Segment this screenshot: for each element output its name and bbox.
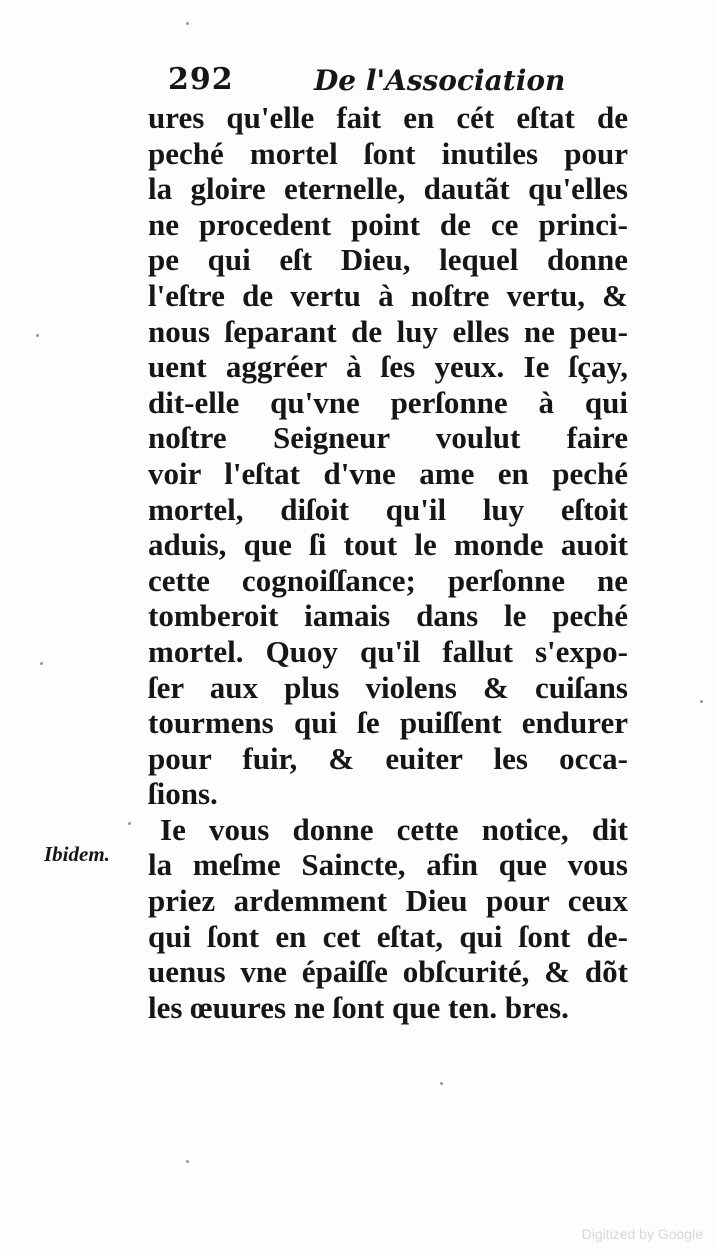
text-line: tomberoit iamais dans le peché: [148, 598, 628, 634]
running-head: [168, 62, 628, 102]
text-line: peché mortel ſont inutiles pour: [148, 135, 628, 171]
margin-note: Ibidem.: [44, 842, 110, 866]
speck: [186, 22, 189, 25]
page-number: 292: [168, 62, 234, 97]
text-line: nous ſeparant de luy elles ne peu-: [148, 313, 628, 349]
text-line: ſions.: [148, 776, 218, 812]
watermark: Digitized by Google: [581, 1226, 703, 1242]
speck: [700, 700, 703, 703]
speck: [40, 662, 43, 665]
text-line: pour fuir, & euiter les occa-: [148, 740, 628, 776]
text-line: mortel. Quoy qu'il fallut s'expo-: [148, 633, 628, 669]
speck: [186, 1160, 189, 1163]
text-line: uent aggréer à ſes yeux. Ie ſçay,: [148, 349, 628, 385]
running-title: De l'Association: [314, 64, 566, 97]
text-line: Ie vous donne cette notice, dit: [160, 811, 628, 847]
text-line: les œuures ne ſont que ten. bres.: [148, 989, 569, 1025]
text-line: ſer aux plus violens & cuiſans: [148, 669, 628, 705]
text-line: l'eſtre de vertu à noſtre vertu, &: [148, 277, 628, 313]
text-line: dit-elle qu'vne perſonne à qui: [148, 384, 628, 420]
text-line: tourmens qui ſe puiſſent endurer: [148, 705, 628, 741]
text-line: noſtre Seigneur voulut faire: [148, 420, 628, 456]
text-line: uenus vne épaiſſe obſcurité, & dõt: [148, 954, 628, 990]
text-line: la meſme Saincte, afin que vous: [148, 847, 628, 883]
text-line: qui ſont en cet eſtat, qui ſont de-: [148, 918, 628, 954]
text-line: ne procedent point de ce princi-: [148, 206, 628, 242]
speck: [128, 822, 131, 825]
text-line: aduis, que ſi tout le monde auoit: [148, 527, 628, 563]
text-line: mortel, diſoit qu'il luy eſtoit: [148, 491, 628, 527]
text-line: cette cognoiſſance; perſonne ne: [148, 562, 628, 598]
text-line: la gloire eternelle, dautãt qu'elles: [148, 171, 628, 207]
text-line: ures qu'elle fait en cét eſtat de: [148, 100, 628, 135]
speck: [440, 1082, 443, 1085]
text-line: priez ardemment Dieu pour ceux: [148, 883, 628, 919]
text-line: pe qui eſt Dieu, lequel donne: [148, 242, 628, 278]
text-line: voir l'eſtat d'vne ame en peché: [148, 455, 628, 491]
speck: [36, 334, 39, 337]
body-text: [148, 100, 628, 1025]
